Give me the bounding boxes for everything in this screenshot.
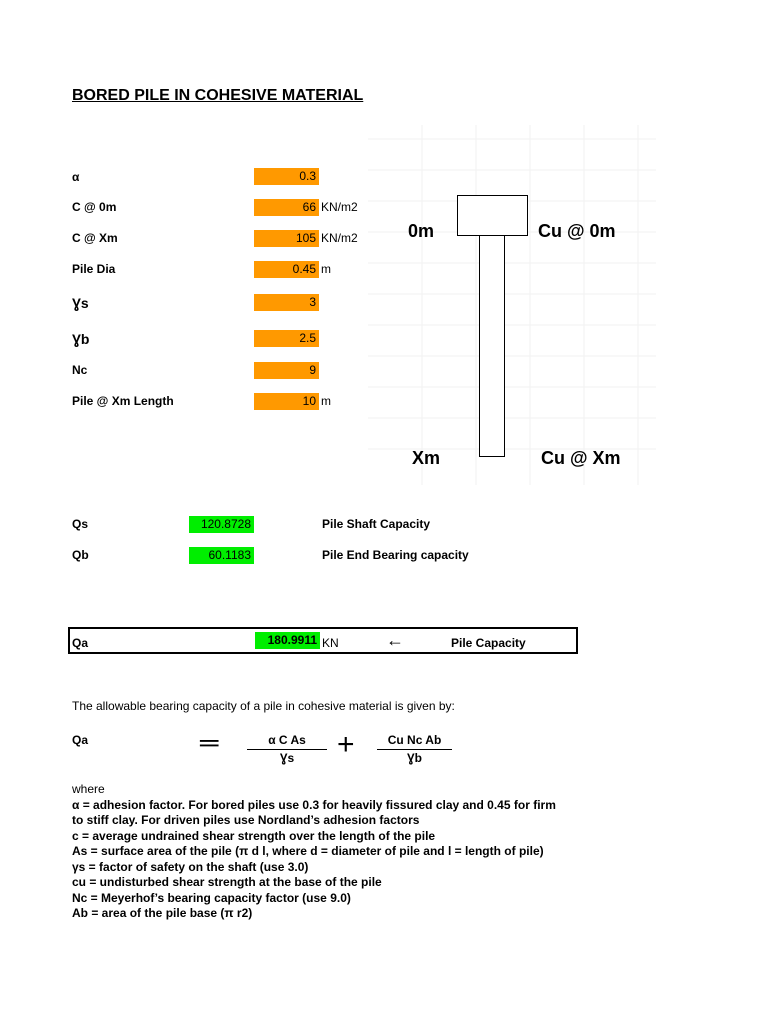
- diagram-label-xm: Xm: [412, 448, 441, 468]
- notes-where: where: [72, 782, 105, 796]
- output-qb: 60.1183: [189, 547, 254, 564]
- formula-lhs: Qa: [72, 733, 89, 747]
- qa-unit: KN: [322, 636, 339, 650]
- input-label-nc: Nc: [72, 363, 88, 377]
- qa-summary-box: [68, 627, 578, 654]
- diagram-background-grid: [368, 125, 656, 485]
- equals-sign: ═: [200, 727, 219, 757]
- input-gamma-s[interactable]: 3: [254, 294, 319, 311]
- pile-diagram-svg: [368, 125, 656, 485]
- output-label-qb: Qb: [72, 548, 89, 562]
- plus-sign: +: [337, 728, 355, 761]
- unit-pile-dia: m: [321, 262, 331, 276]
- input-label-c-xm: C @ Xm: [72, 231, 118, 245]
- formula-intro: The allowable bearing capacity of a pile in cohesive material is given by:: [72, 699, 455, 713]
- fraction-bar-1: [247, 749, 327, 750]
- input-gamma-b[interactable]: 2.5: [254, 330, 319, 347]
- note-line: Nc = Meyerhof’s bearing capacity factor (use 9.0): [72, 890, 351, 905]
- input-label-pile-dia: Pile Dia: [72, 262, 116, 276]
- input-label-alpha: α: [72, 170, 80, 184]
- pile-cap: [458, 196, 528, 236]
- arrow-left-icon: ←: [386, 630, 404, 650]
- output-desc-qb: Pile End Bearing capacity: [322, 548, 469, 562]
- qa-desc: Pile Capacity: [451, 636, 526, 650]
- input-nc[interactable]: 9: [254, 362, 319, 379]
- input-label-c-0m: C @ 0m: [72, 200, 117, 214]
- diagram-label-0m: 0m: [408, 221, 435, 241]
- input-pile-dia[interactable]: 0.45: [254, 261, 319, 278]
- pile-diagram: [368, 125, 656, 485]
- input-label-gamma-b: Ɣb: [72, 331, 90, 347]
- fraction-bar-2: [377, 749, 452, 750]
- pile-shaft: [480, 236, 505, 457]
- qa-label: Qa: [72, 636, 89, 650]
- input-c-xm[interactable]: 105: [254, 230, 319, 247]
- diagram-label-cu-0m: Cu @ 0m: [538, 221, 616, 241]
- output-label-qs: Qs: [72, 517, 89, 531]
- input-label-gamma-s: Ɣs: [72, 295, 89, 311]
- unit-pile-length: m: [321, 394, 331, 408]
- page-title: BORED PILE IN COHESIVE MATERIAL: [72, 87, 364, 104]
- qa-value: 180.9911: [255, 632, 320, 649]
- denominator-2: Ɣb: [407, 751, 422, 765]
- diagram-label-cu-xm: Cu @ Xm: [541, 448, 621, 468]
- output-qs: 120.8728: [189, 516, 254, 533]
- input-alpha[interactable]: 0.3: [254, 168, 319, 185]
- input-c-0m[interactable]: 66: [254, 199, 319, 216]
- note-line: c = average undrained shear strength over the length of the pile: [72, 828, 436, 843]
- unit-c-0m: KN/m2: [321, 200, 358, 214]
- input-label-pile-length: Pile @ Xm Length: [72, 394, 174, 408]
- note-line: cu = undisturbed shear strength at the base of the pile: [72, 875, 382, 889]
- numerator-1: α C As: [268, 733, 306, 747]
- note-line: γs = factor of safety on the shaft (use 3.0): [72, 859, 309, 874]
- note-line: to stiff clay. For driven piles use Nordland’s adhesion factors: [72, 813, 420, 827]
- unit-c-xm: KN/m2: [321, 231, 358, 245]
- note-line: α = adhesion factor. For bored piles use 0.3 for heavily fissured clay and 0.45 for firm: [72, 797, 556, 812]
- note-line: As = surface area of the pile (π d l, where d = diameter of pile and l = length of pile): [72, 844, 544, 858]
- definitions-notes: [72, 782, 692, 922]
- note-line: Ab = area of the pile base (π r2): [72, 906, 253, 920]
- output-desc-qs: Pile Shaft Capacity: [322, 517, 431, 531]
- numerator-2: Cu Nc Ab: [387, 733, 442, 747]
- denominator-1: Ɣs: [279, 751, 295, 765]
- input-pile-length[interactable]: 10: [254, 393, 319, 410]
